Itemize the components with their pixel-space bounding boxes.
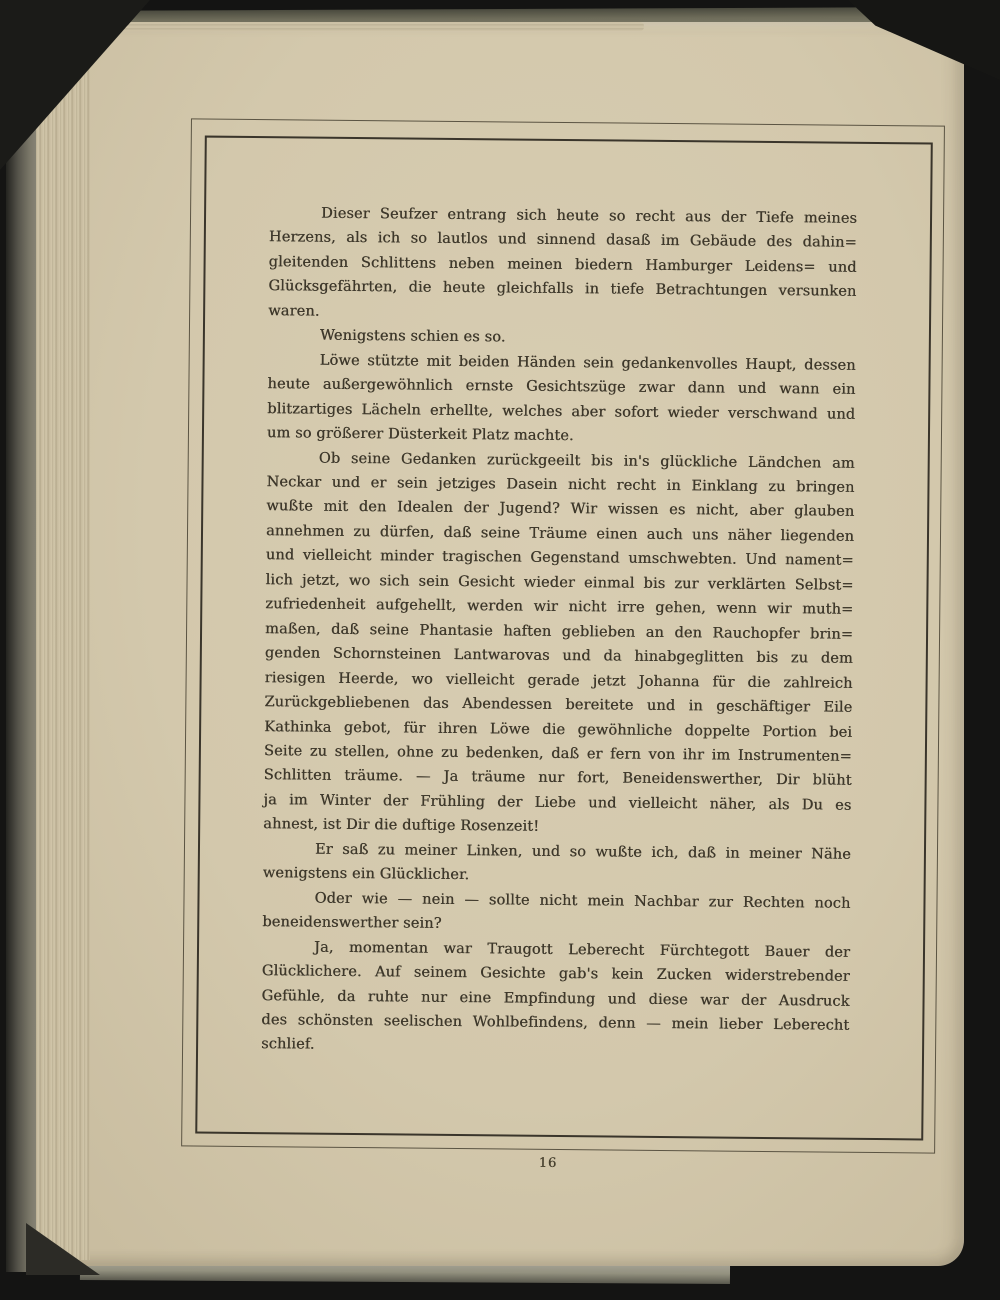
- paragraph: [263, 837, 851, 892]
- paragraph: [263, 446, 855, 843]
- text-line: Herzens, als ich so lautlos und sinnend dasaß im Gebäude des dahin=: [268, 229, 857, 252]
- text-line: waren.: [268, 302, 320, 320]
- text-line: wußte mit den Idealen der Jugend? Wir wissen es nicht, aber glauben: [266, 498, 855, 521]
- text-line: genden Schornsteinen Lantwarovas und da hinabgeglitten bis zu dem: [264, 645, 853, 667]
- text-line: Oder wie — nein — sollte nicht mein Nachbar zur Rechten noch: [314, 890, 851, 912]
- paragraph: [261, 935, 850, 1063]
- text-line: beneidenswerther sein?: [262, 914, 442, 932]
- text-line: heute außergewöhnlich ernste Gesichtszüge zwar dann und wann ein: [267, 376, 856, 398]
- text-line: lich jetzt, wo sich sein Gesicht wieder einmal bis zur verklärten Selbst=: [265, 571, 854, 594]
- text-line: um so größerer Düsterkeit Platz machte.: [266, 425, 574, 445]
- text-line: Gefühle, da ruhte nur eine Empfindung und diese war der Ausdruck: [261, 987, 850, 1010]
- text-line: und vielleicht minder tragischen Gegenstand umschwebten. Und nament=: [265, 547, 854, 570]
- text-line: Kathinka gebot, für ihren Löwe die gewöhnliche doppelte Portion bei: [264, 718, 853, 741]
- paragraph: [268, 201, 857, 329]
- text-line: ahnest, ist Dir die duftige Rosenzeit!: [263, 816, 540, 836]
- text-line: wenigstens ein Glücklicher.: [262, 865, 470, 884]
- page-number: 16: [538, 1155, 558, 1171]
- text-line: maßen, daß seine Phantasie haften geblieben an den Rauchopfer brin=: [265, 620, 854, 643]
- text-line: Seite zu stellen, ohne zu bedenken, daß er fern von ihr im Instrumenten=: [263, 743, 852, 765]
- text-line: Schlitten träume. — Ja träume nur fort, Beneidenswerther, Dir blüht: [263, 767, 852, 790]
- text-line: schlief.: [261, 1036, 315, 1054]
- text-line: Wenigstens schien es so.: [319, 327, 506, 346]
- text-line: Glücksgefährten, die heute gleichfalls in tiefe Betrachtungen versunken: [268, 278, 857, 301]
- text-block: [261, 201, 857, 1062]
- text-line: ja im Winter der Frühling der Liebe und vielleicht näher, als Du es: [263, 792, 852, 814]
- text-line: riesigen Heerde, wo vielleicht gerade jetzt Johanna für die zahlreich: [264, 669, 853, 692]
- text-line: Ja, momentan war Traugott Leberecht Fürchtegott Bauer der: [313, 939, 851, 961]
- text-line: Ob seine Gedanken zurückgeeilt bis in's glückliche Ländchen am: [318, 450, 855, 472]
- text-line: Löwe stützte mit beiden Händen sein gedankenvolles Haupt, dessen: [319, 352, 856, 374]
- text-line: Neckar und er sein jetziges Dasein nicht recht in Einklang zu bringen: [266, 474, 855, 496]
- paragraph: [267, 348, 856, 451]
- text-line: Zurückgebliebenen das Abendessen bereitete und in geschäftiger Eile: [264, 694, 853, 716]
- paragraph: [262, 886, 850, 941]
- text-line: Glücklichere. Auf seinem Gesichte gab's kein Zucken widerstrebender: [261, 963, 850, 985]
- text-line: Er saß zu meiner Linken, und so wußte ich, daß in meiner Nähe: [314, 841, 852, 863]
- text-line: gleitenden Schlittens neben meinen biedern Hamburger Leidens= und: [268, 254, 857, 276]
- text-line: zufriedenheit aufgehellt, werden wir nicht irre gehen, wenn wir muth=: [265, 596, 854, 619]
- text-line: Dieser Seufzer entrang sich heute so recht aus der Tiefe meines: [321, 205, 858, 227]
- text-line: annehmen zu dürfen, daß seine Träume einen auch uns näher liegenden: [265, 523, 855, 545]
- text-line: des schönsten seelischen Wohlbefindens, denn — mein lieber Leberecht: [261, 1012, 850, 1034]
- text-line: blitzartiges Lächeln erhellte, welches aber sofort wieder verschwand und: [267, 400, 856, 423]
